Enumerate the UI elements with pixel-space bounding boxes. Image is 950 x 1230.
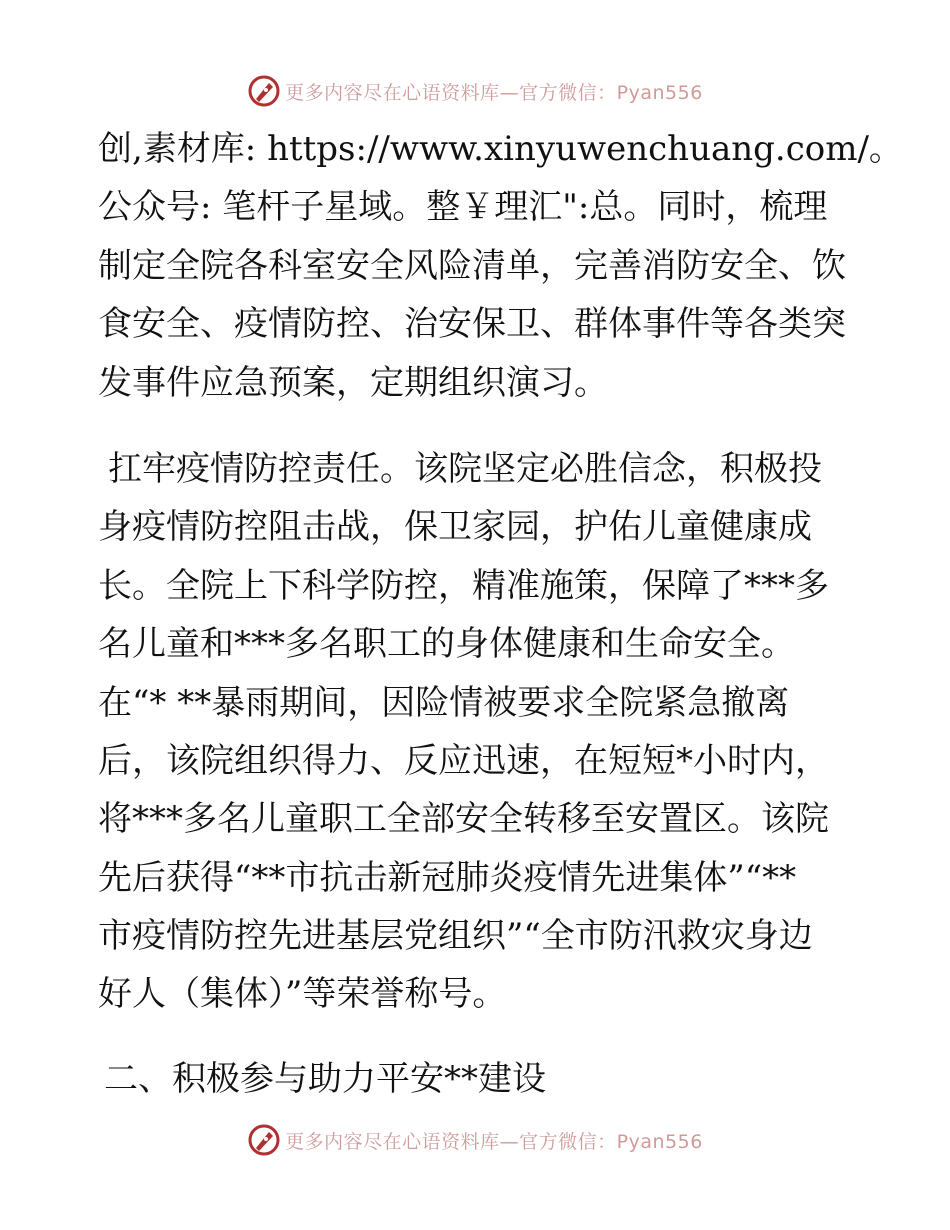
text-line: 后，该院组织得力、反应迅速，在短短*小时内， bbox=[98, 740, 829, 781]
text-line: 将***多名儿童职工全部安全转移至安置区。该院 bbox=[98, 799, 829, 840]
text-line: 市疫情防控先进基层党组织”“全市防汛救灾身边 bbox=[98, 916, 813, 957]
footer-watermark bbox=[0, 1120, 950, 1160]
paragraph-1 bbox=[98, 120, 903, 412]
text-line: 公众号: 笔杆子星域。整￥理汇":总。同时，梳理 bbox=[98, 187, 828, 228]
text-line: 身疫情防控阻击战，保卫家园，护佑儿童健康成 bbox=[98, 507, 812, 548]
text-line: 在“* **暴雨期间，因险情被要求全院紧急撤离 bbox=[98, 682, 790, 723]
pen-nib-circle-icon bbox=[247, 74, 281, 108]
text-line: 先后获得“**市抗击新冠肺炎疫情先进集体”“** bbox=[98, 857, 797, 898]
header-watermark bbox=[0, 71, 950, 111]
document-body bbox=[98, 120, 903, 1108]
watermark-text: 更多内容尽在心语资料库—官方微信：Pyan556 bbox=[285, 81, 703, 104]
section-heading bbox=[98, 1050, 858, 1108]
text-line: 扛牢疫情防控责任。该院坚定必胜信念，积极投 bbox=[108, 448, 822, 489]
paragraph-2 bbox=[98, 440, 858, 1024]
text-line: 好人（集体）”等荣誉称号。 bbox=[98, 974, 507, 1015]
text-line: 发事件应急预案，定期组织演习。 bbox=[98, 362, 608, 403]
text-line: 创,素材库: https://www.xinyuwenchuang.com/。 bbox=[98, 129, 903, 169]
text-line: 长。全院上下科学防控，精准施策，保障了***多 bbox=[98, 565, 829, 606]
text-line: 名儿童和***多名职工的身体健康和生命安全。 bbox=[98, 624, 795, 665]
watermark-text: 更多内容尽在心语资料库—官方微信：Pyan556 bbox=[285, 1130, 703, 1153]
text-line: 食安全、疫情防控、治安保卫、群体事件等各类突 bbox=[98, 304, 846, 345]
text-line: 制定全院各科室安全风险清单，完善消防安全、饮 bbox=[98, 245, 846, 286]
section-heading-text: 二、积极参与助力平安**建设 bbox=[104, 1058, 546, 1099]
pen-nib-circle-icon bbox=[247, 1123, 281, 1157]
